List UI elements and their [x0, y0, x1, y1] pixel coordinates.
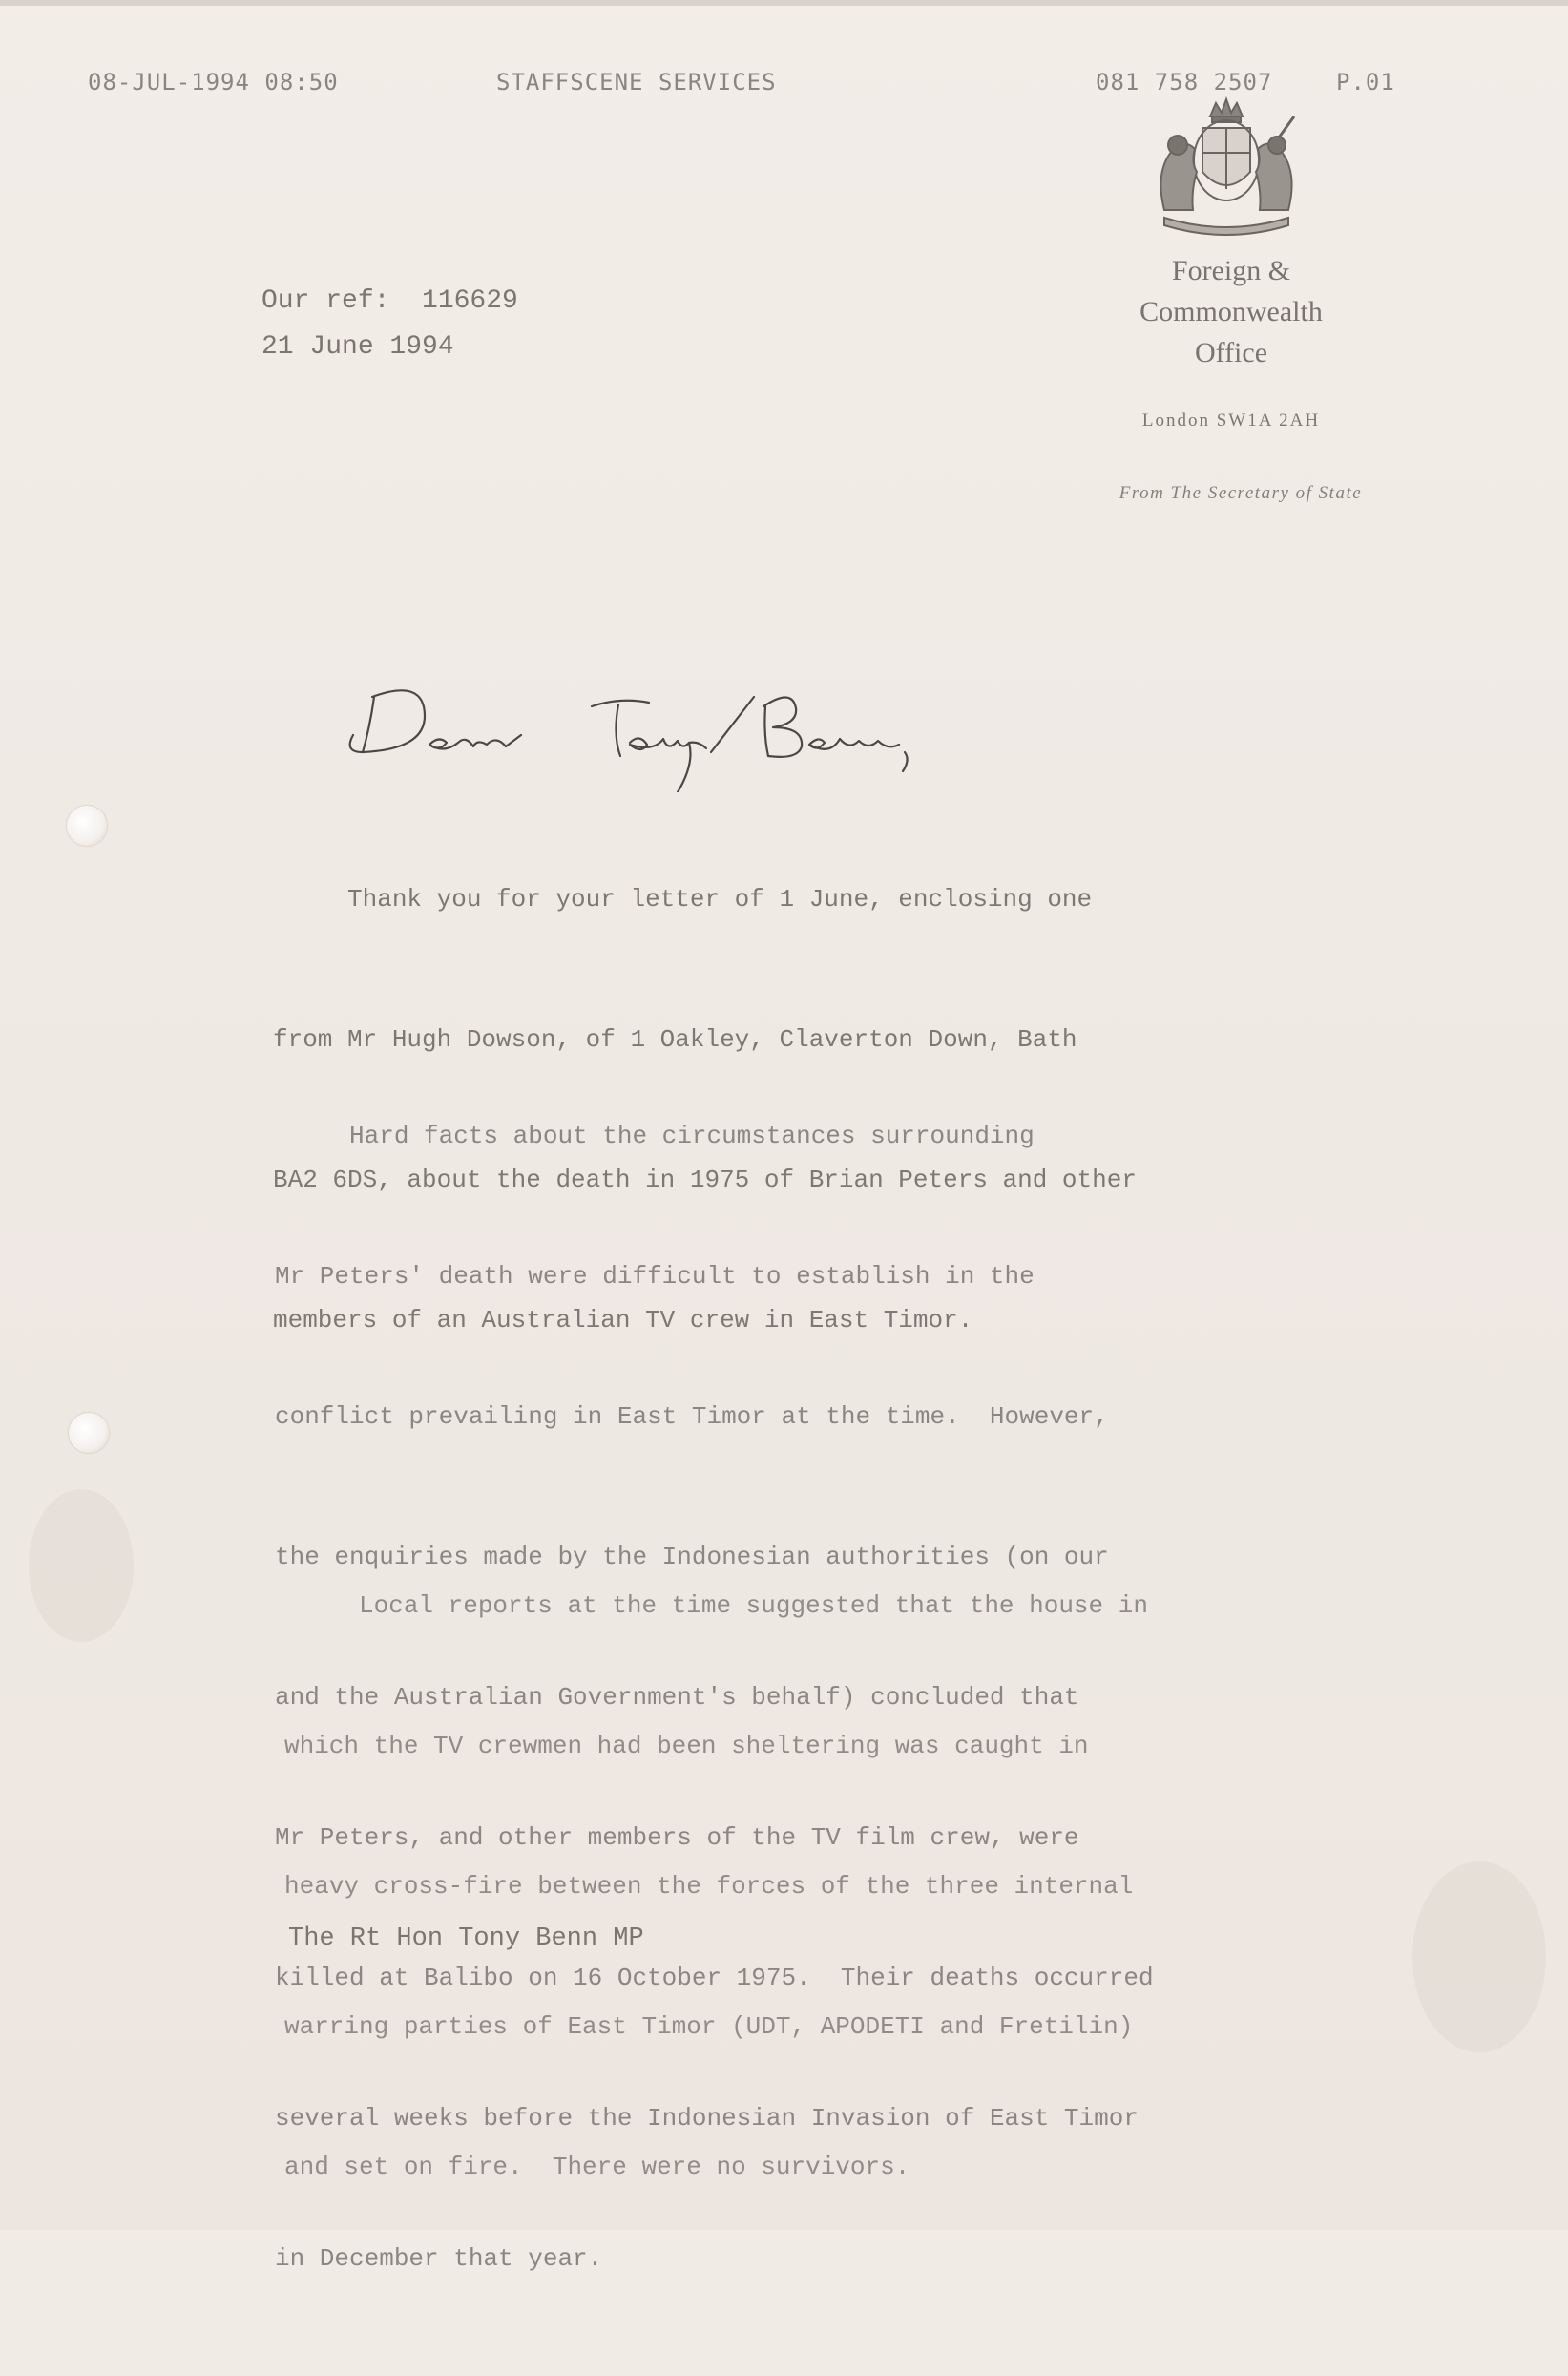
- paragraph-line: and the Australian Government's behalf) concluded that: [275, 1683, 1079, 1712]
- fax-phone: 081 758 2507: [1096, 69, 1273, 95]
- paragraph-line: Mr Peters' death were difficult to establish in the: [275, 1262, 1035, 1291]
- paragraph-line: in December that year.: [275, 2244, 603, 2273]
- our-ref: Our ref: 116629: [261, 286, 518, 316]
- paragraph-line: warring parties of East Timor (UDT, APODETI and Fretilin): [284, 2012, 1134, 2041]
- scan-smudge: [29, 1489, 134, 1642]
- paragraph-line: BA2 6DS, about the death in 1975 of Brian Peters and other: [273, 1166, 1137, 1194]
- office-line-3: Office: [1194, 337, 1268, 368]
- letter-date: 21 June 1994: [261, 332, 454, 362]
- paragraph-line: Local reports at the time suggested that the house in: [284, 1591, 1148, 1620]
- paragraph-line: killed at Balibo on 16 October 1975. Their deaths occurred: [275, 1964, 1154, 1992]
- paragraph-line: the enquiries made by the Indonesian authorities (on our: [275, 1543, 1109, 1571]
- office-address: London SW1A 2AH: [1141, 410, 1321, 431]
- scan-edge: [0, 0, 1568, 6]
- handwritten-salutation: [334, 668, 1021, 792]
- punch-hole: [67, 806, 107, 846]
- from-secretary-of-state: From The Secretary of State: [1119, 483, 1363, 503]
- paragraph-line: Hard facts about the circumstances surrounding: [275, 1122, 1035, 1150]
- paragraph-line: Mr Peters, and other members of the TV film crew, were: [275, 1823, 1079, 1852]
- office-line-2: Commonwealth: [1139, 296, 1323, 327]
- addressee: The Rt Hon Tony Benn MP: [288, 1924, 644, 1953]
- paragraph-line: heavy cross-fire between the forces of the three internal: [284, 1872, 1134, 1901]
- coat-of-arms-icon: [1136, 95, 1317, 239]
- body-paragraph-3: [284, 1489, 1148, 2284]
- paragraph-line: conflict prevailing in East Timor at the time. However,: [275, 1402, 1109, 1431]
- paragraph-line: Thank you for your letter of 1 June, enclosing one: [273, 885, 1093, 914]
- punch-hole: [69, 1413, 109, 1453]
- paragraph-line: and set on fire. There were no survivors.: [284, 2153, 910, 2181]
- fax-page-number: P.01: [1336, 69, 1395, 95]
- paragraph-line: several weeks before the Indonesian Invasion of East Timor: [275, 2104, 1139, 2133]
- paragraph-line: which the TV crewmen had been sheltering was caught in: [284, 1732, 1089, 1760]
- paragraph-line: members of an Australian TV crew in East Timor.: [273, 1306, 973, 1335]
- reference-block: [261, 279, 518, 370]
- scan-smudge: [1412, 1861, 1546, 2052]
- fax-sender: STAFFSCENE SERVICES: [496, 69, 777, 95]
- office-line-1: Foreign &: [1171, 255, 1291, 286]
- paragraph-line: from Mr Hugh Dowson, of 1 Oakley, Claverton Down, Bath: [273, 1025, 1077, 1054]
- fax-datetime: 08-JUL-1994 08:50: [88, 69, 339, 95]
- office-name: [1088, 250, 1374, 373]
